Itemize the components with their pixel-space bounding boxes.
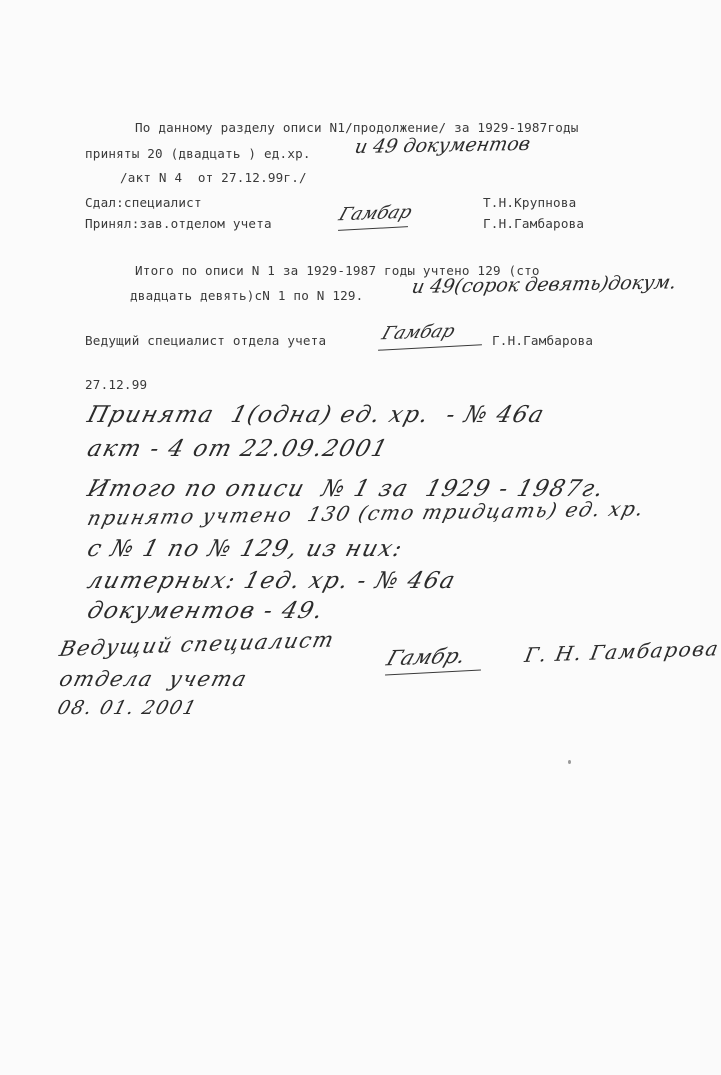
received-name: Г.Н.Гамбарова	[483, 216, 585, 231]
signature-3-stroke	[385, 669, 481, 675]
total-line-2: двадцать девять)cN 1 по N 129.	[130, 288, 364, 303]
lead-specialist-line: Ведущий специалист отдела учета	[85, 333, 327, 348]
typed-act-line: /акт N 4 от 27.12.99г./	[120, 170, 307, 185]
handwritten-line-3: Итого по описи № 1 за 1929 - 1987г.	[84, 476, 608, 502]
signature-2: Гамбар	[379, 320, 458, 345]
handwritten-insert-total: и 49(сорок девять)докум.	[409, 271, 679, 298]
signature-1-stroke	[338, 226, 408, 231]
total-line-1: Итого по описи N 1 за 1929-1987 годы учтено 129 (сто	[135, 263, 540, 278]
handwritten-lead-title: Ведущий специалист	[57, 627, 338, 661]
typed-date: 27.12.99	[85, 377, 148, 392]
paper-speck	[568, 760, 571, 764]
handwritten-line-2: акт - 4 от 22.09.2001	[84, 436, 392, 462]
handwritten-line-1: Принята 1(одна) ед. хр. - № 46а	[84, 402, 548, 428]
handwritten-line-7: документов - 49.	[84, 598, 327, 624]
signature-3: Гамбр.	[383, 643, 470, 671]
handwritten-department: отдела учета	[56, 667, 251, 691]
handwritten-insert-docs: и 49 документов	[352, 132, 533, 158]
handwritten-signer-name: Г. Н. Гамбарова	[522, 636, 721, 667]
typed-line-2: приняты 20 (двадцать ) ед.хр.	[85, 146, 311, 161]
handwritten-line-6: литерных: 1ед. хр. - № 46а	[84, 568, 459, 594]
typed-line-1: По данному разделу описи N1/продолжение/ за 1929-1987годы	[135, 120, 579, 135]
signature-1: Гамбар	[336, 201, 415, 226]
handwritten-line-5: с № 1 по № 129, из них:	[84, 536, 407, 562]
handed-over-name: Т.Н.Крупнова	[483, 195, 577, 210]
handwritten-line-4: принято учтено 130 (сто тридцать) ед. хр.	[84, 496, 648, 530]
handed-over-label: Сдал:специалист	[85, 195, 202, 210]
lead-specialist-name: Г.Н.Гамбарова	[492, 333, 594, 348]
signature-2-stroke	[378, 344, 482, 350]
handwritten-date: 08. 01. 2001	[55, 697, 200, 719]
received-label: Принял:зав.отделом учета	[85, 216, 272, 231]
